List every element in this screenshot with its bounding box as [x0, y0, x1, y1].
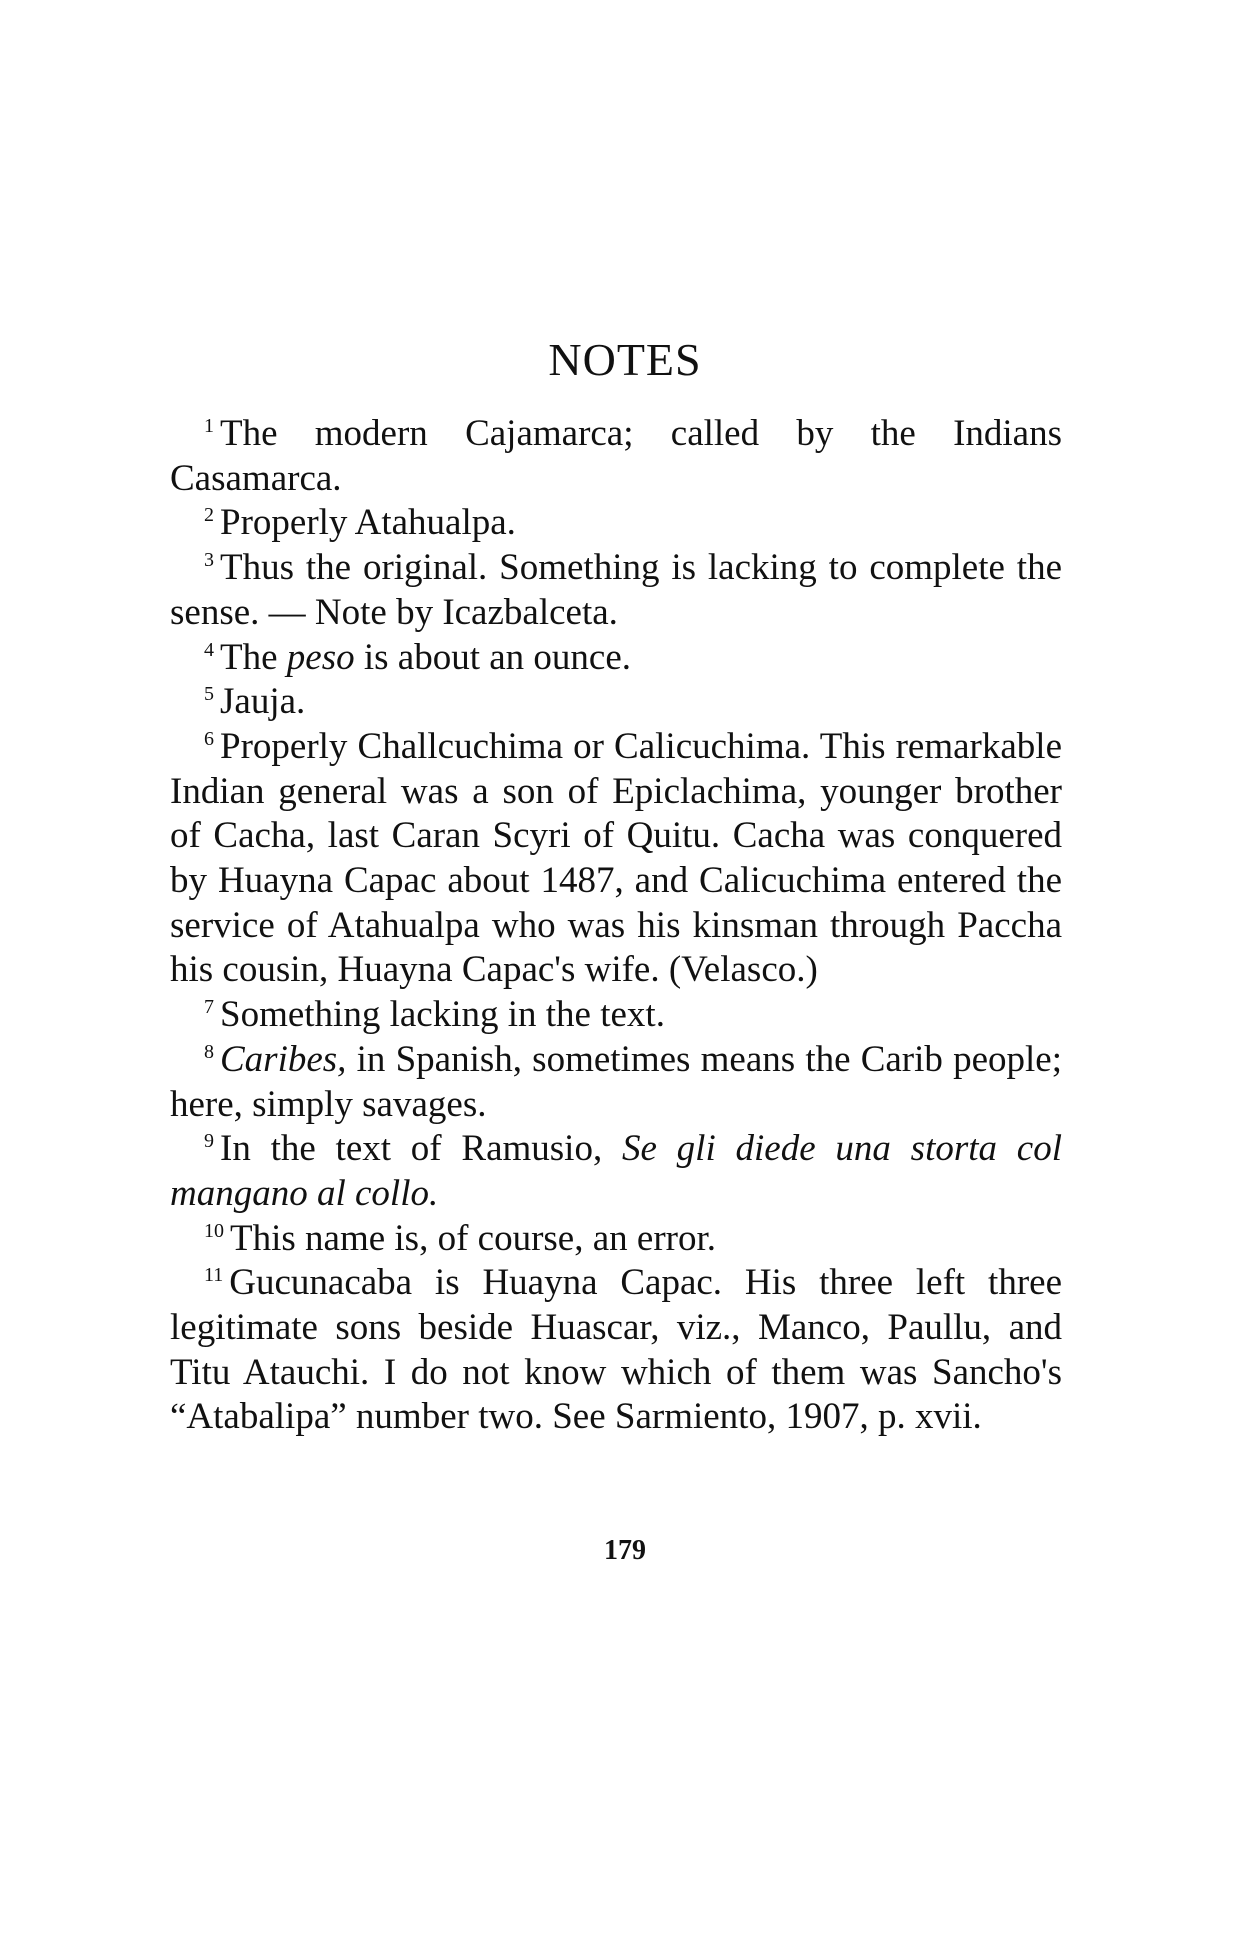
note-number: 2 — [204, 504, 214, 527]
note-number: 10 — [204, 1219, 224, 1242]
note-text: This name is, of course, an error. — [230, 1217, 716, 1259]
note-number: 4 — [204, 638, 214, 661]
note-text-before: The — [220, 636, 287, 678]
notes-list — [170, 412, 1062, 1440]
note-text-after: in Spanish, sometimes means the Carib people; here, simply savages. — [170, 1038, 1062, 1125]
note-text: Thus the original. Something is lacking to complete the sense. — Note by Icazbalceta. — [170, 547, 1062, 633]
note-text-after: is about an ounce. — [354, 636, 632, 678]
note-text-before: In the text of Ramusio, — [220, 1128, 622, 1170]
note-italic-quote: Se gli diede una storta col mangano al collo. — [170, 1128, 1062, 1214]
note-8 — [170, 1038, 1062, 1127]
note-number: 5 — [204, 683, 214, 706]
note-text: Something lacking in the text. — [220, 994, 665, 1036]
note-text: The modern Cajamarca; called by the Indians Casamarca. — [170, 413, 1062, 499]
note-3 — [170, 546, 1062, 635]
note-italic-term: peso — [286, 636, 355, 678]
note-4 — [170, 636, 1062, 681]
note-5 — [170, 680, 1062, 725]
note-text: Properly Challcuchima or Calicuchima. This remarkable Indian general was a son of Epiclachima, younger brother of Cacha, last Caran Scyri of Quitu. Cacha was conquered by Huayna Capac about 1487, and Calicuchima entered the service of Atahualpa who was his kinsman through Paccha his cousin, Huayna Capac's wife. (Velasco.) — [170, 725, 1062, 991]
note-number: 8 — [204, 1040, 214, 1063]
page-title: NOTES — [548, 334, 702, 385]
note-number: 9 — [204, 1130, 214, 1153]
page-number: 179 — [604, 1535, 646, 1566]
note-number: 3 — [204, 549, 214, 572]
note-italic-term: Caribes, — [220, 1038, 347, 1080]
note-1 — [170, 412, 1062, 501]
note-2 — [170, 501, 1062, 546]
note-7 — [170, 993, 1062, 1038]
note-text: Properly Atahualpa. — [220, 502, 516, 544]
note-6 — [170, 725, 1062, 993]
note-number: 7 — [204, 996, 214, 1019]
note-text: Gucunacaba is Huayna Capac. His three left three legitimate sons beside Huascar, viz., Manco, Paullu, and Titu Atauchi. I do not know which of them was Sancho's “Atabalipa” number two. See Sarmiento, 1907, p. xvii. — [170, 1262, 1062, 1438]
note-number: 11 — [204, 1264, 224, 1287]
note-10 — [170, 1217, 1062, 1262]
note-9 — [170, 1127, 1062, 1216]
note-number: 1 — [204, 415, 214, 437]
note-text: Jauja. — [220, 681, 306, 723]
note-11 — [170, 1261, 1062, 1440]
note-number: 6 — [204, 727, 214, 750]
